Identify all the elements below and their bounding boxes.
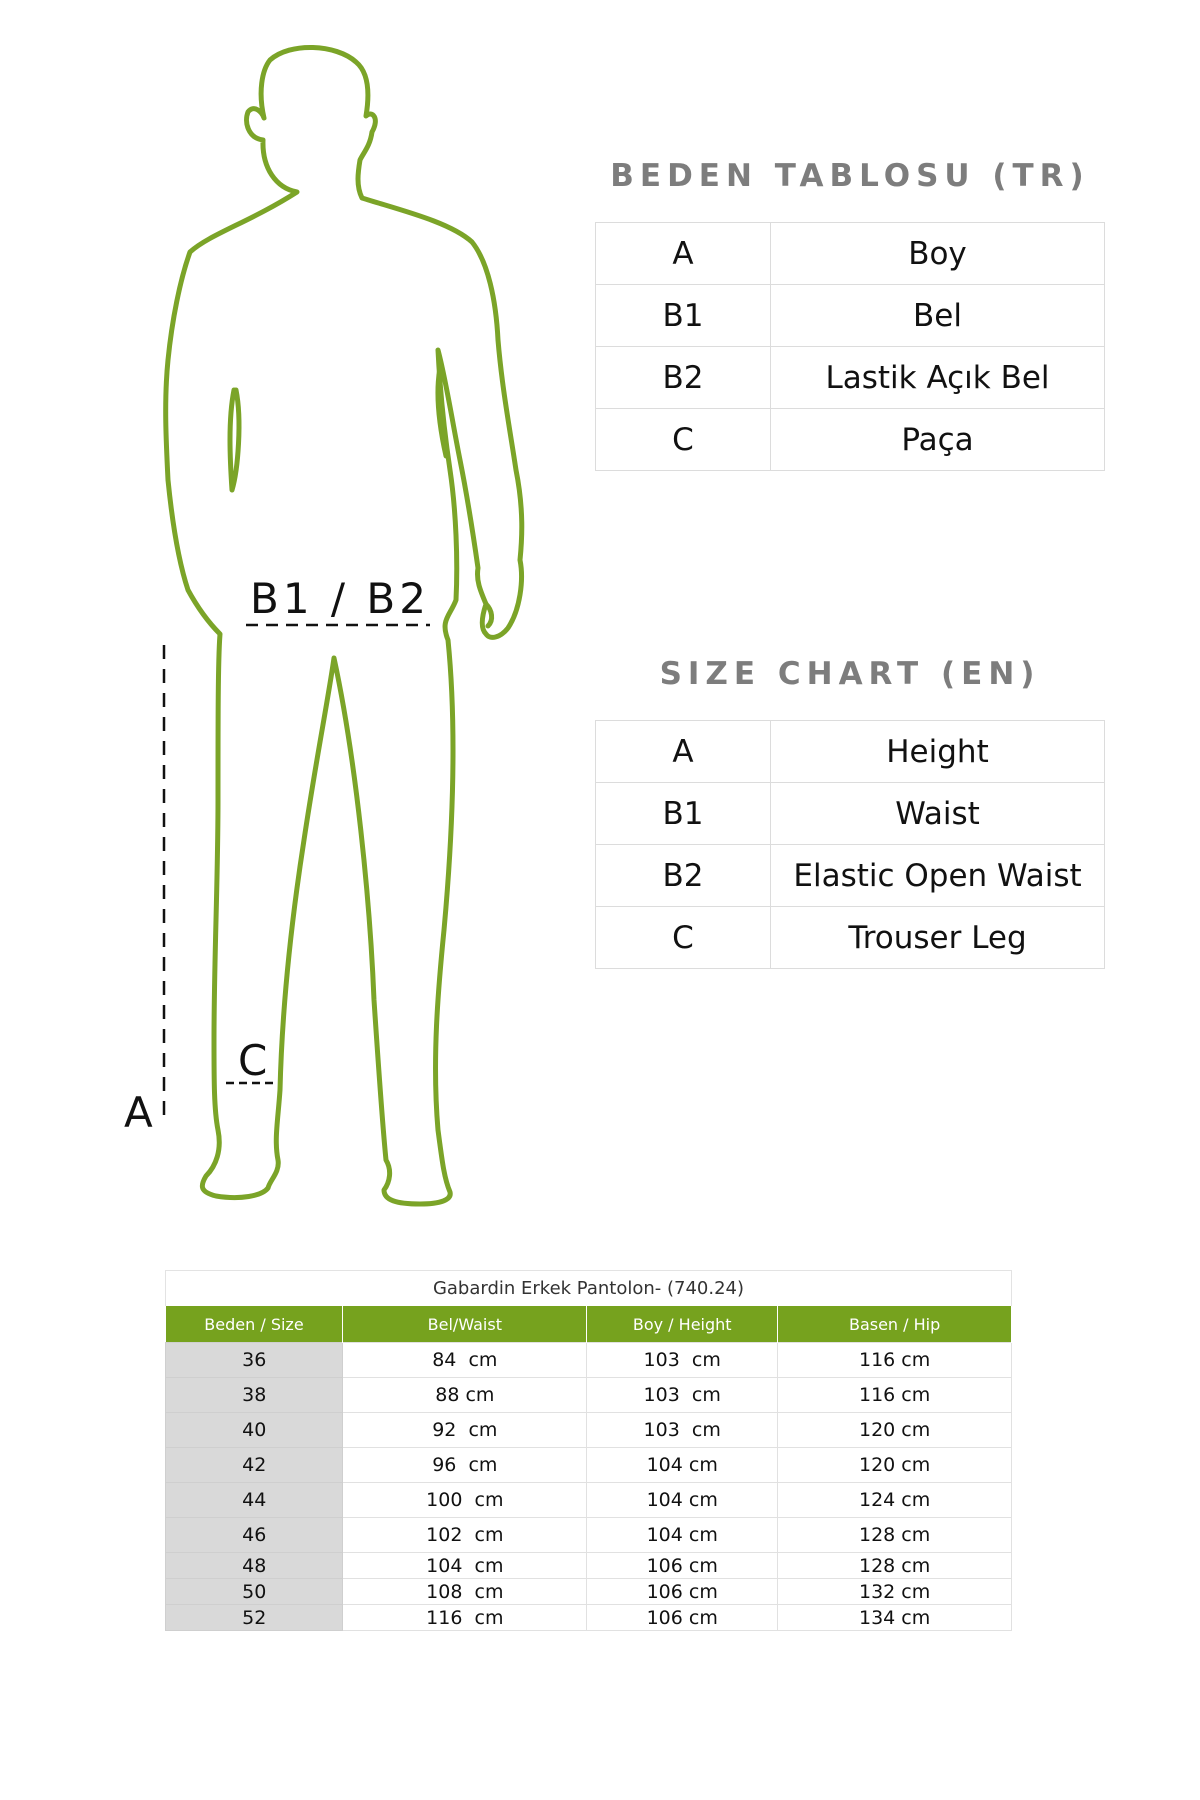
height-marker-label: A bbox=[124, 1088, 153, 1137]
size-table-value-cell: 120 cm bbox=[778, 1448, 1012, 1483]
size-table-value-cell: 108 cm bbox=[343, 1579, 587, 1605]
tr-legend-row bbox=[596, 347, 1105, 409]
size-table-value-cell: 106 cm bbox=[587, 1605, 778, 1631]
size-table-caption: Gabardin Erkek Pantolon- (740.24) bbox=[165, 1270, 1012, 1306]
en-legend-code: B2 bbox=[596, 845, 771, 907]
size-table-value-cell: 106 cm bbox=[587, 1579, 778, 1605]
size-table-value-cell: 88 cm bbox=[343, 1378, 587, 1413]
size-table-container bbox=[165, 1270, 1012, 1631]
size-table-row bbox=[166, 1448, 1012, 1483]
size-table-row bbox=[166, 1483, 1012, 1518]
tr-legend-table bbox=[595, 222, 1105, 471]
size-table-row bbox=[166, 1343, 1012, 1378]
en-legend-row bbox=[596, 907, 1105, 969]
en-legend-label: Trouser Leg bbox=[771, 907, 1105, 969]
left-arm-inner-line bbox=[230, 390, 239, 490]
size-table-size-cell: 46 bbox=[166, 1518, 343, 1553]
en-legend-code: C bbox=[596, 907, 771, 969]
size-table-row bbox=[166, 1518, 1012, 1553]
size-table-value-cell: 96 cm bbox=[343, 1448, 587, 1483]
size-table-value-cell: 104 cm bbox=[587, 1518, 778, 1553]
size-table bbox=[165, 1270, 1012, 1631]
en-legend-row bbox=[596, 845, 1105, 907]
size-table-size-cell: 42 bbox=[166, 1448, 343, 1483]
en-legend-label: Height bbox=[771, 721, 1105, 783]
size-table-header-row bbox=[166, 1306, 1012, 1343]
en-legend-label: Waist bbox=[771, 783, 1105, 845]
tr-legend-code: B1 bbox=[596, 285, 771, 347]
size-table-size-cell: 40 bbox=[166, 1413, 343, 1448]
size-table-row bbox=[166, 1605, 1012, 1631]
waist-marker-label: B1 / B2 bbox=[250, 574, 430, 623]
en-legend-label: Elastic Open Waist bbox=[771, 845, 1105, 907]
size-table-size-cell: 52 bbox=[166, 1605, 343, 1631]
tr-legend-title: BEDEN TABLOSU (TR) bbox=[610, 158, 1090, 194]
tr-legend-code: A bbox=[596, 223, 771, 285]
tr-legend-code: C bbox=[596, 409, 771, 471]
en-legend-code: B1 bbox=[596, 783, 771, 845]
size-table-value-cell: 116 cm bbox=[343, 1605, 587, 1631]
size-table-value-cell: 116 cm bbox=[778, 1378, 1012, 1413]
size-table-size-cell: 36 bbox=[166, 1343, 343, 1378]
size-table-row bbox=[166, 1579, 1012, 1605]
size-table-value-cell: 104 cm bbox=[587, 1448, 778, 1483]
size-table-value-cell: 104 cm bbox=[343, 1553, 587, 1579]
tr-legend-label: Lastik Açık Bel bbox=[771, 347, 1105, 409]
en-legend-title: SIZE CHART (EN) bbox=[659, 656, 1041, 692]
size-table-value-cell: 102 cm bbox=[343, 1518, 587, 1553]
tr-legend-row bbox=[596, 223, 1105, 285]
size-table-value-cell: 132 cm bbox=[778, 1579, 1012, 1605]
tr-legend-code: B2 bbox=[596, 347, 771, 409]
size-table-row bbox=[166, 1413, 1012, 1448]
size-table-value-cell: 104 cm bbox=[587, 1483, 778, 1518]
tr-legend-label: Bel bbox=[771, 285, 1105, 347]
size-table-value-cell: 84 cm bbox=[343, 1343, 587, 1378]
size-table-value-cell: 103 cm bbox=[587, 1413, 778, 1448]
size-table-value-cell: 103 cm bbox=[587, 1378, 778, 1413]
size-table-value-cell: 103 cm bbox=[587, 1343, 778, 1378]
size-table-header-cell: Boy / Height bbox=[587, 1306, 778, 1343]
size-table-header-cell: Beden / Size bbox=[166, 1306, 343, 1343]
tr-legend-row bbox=[596, 409, 1105, 471]
size-table-value-cell: 134 cm bbox=[778, 1605, 1012, 1631]
size-table-header-cell: Basen / Hip bbox=[778, 1306, 1012, 1343]
size-table-row bbox=[166, 1378, 1012, 1413]
size-table-value-cell: 128 cm bbox=[778, 1553, 1012, 1579]
tr-legend-block bbox=[595, 158, 1105, 471]
leg-marker-label: C bbox=[238, 1036, 268, 1085]
size-table-value-cell: 92 cm bbox=[343, 1413, 587, 1448]
tr-legend-label: Boy bbox=[771, 223, 1105, 285]
size-table-size-cell: 38 bbox=[166, 1378, 343, 1413]
size-table-value-cell: 106 cm bbox=[587, 1553, 778, 1579]
tr-legend-row bbox=[596, 285, 1105, 347]
right-hand-detail bbox=[486, 604, 492, 626]
size-table-row bbox=[166, 1553, 1012, 1579]
size-table-value-cell: 120 cm bbox=[778, 1413, 1012, 1448]
size-table-value-cell: 116 cm bbox=[778, 1343, 1012, 1378]
size-table-size-cell: 44 bbox=[166, 1483, 343, 1518]
body-outline-path bbox=[166, 47, 522, 1204]
en-legend-block bbox=[595, 656, 1105, 969]
size-table-value-cell: 100 cm bbox=[343, 1483, 587, 1518]
size-table-size-cell: 48 bbox=[166, 1553, 343, 1579]
en-legend-row bbox=[596, 721, 1105, 783]
size-table-value-cell: 128 cm bbox=[778, 1518, 1012, 1553]
silhouette-outline bbox=[166, 47, 522, 1204]
size-table-value-cell: 124 cm bbox=[778, 1483, 1012, 1518]
en-legend-row bbox=[596, 783, 1105, 845]
en-legend-code: A bbox=[596, 721, 771, 783]
size-table-size-cell: 50 bbox=[166, 1579, 343, 1605]
en-legend-table bbox=[595, 720, 1105, 969]
size-table-header-cell: Bel/Waist bbox=[343, 1306, 587, 1343]
tr-legend-label: Paça bbox=[771, 409, 1105, 471]
